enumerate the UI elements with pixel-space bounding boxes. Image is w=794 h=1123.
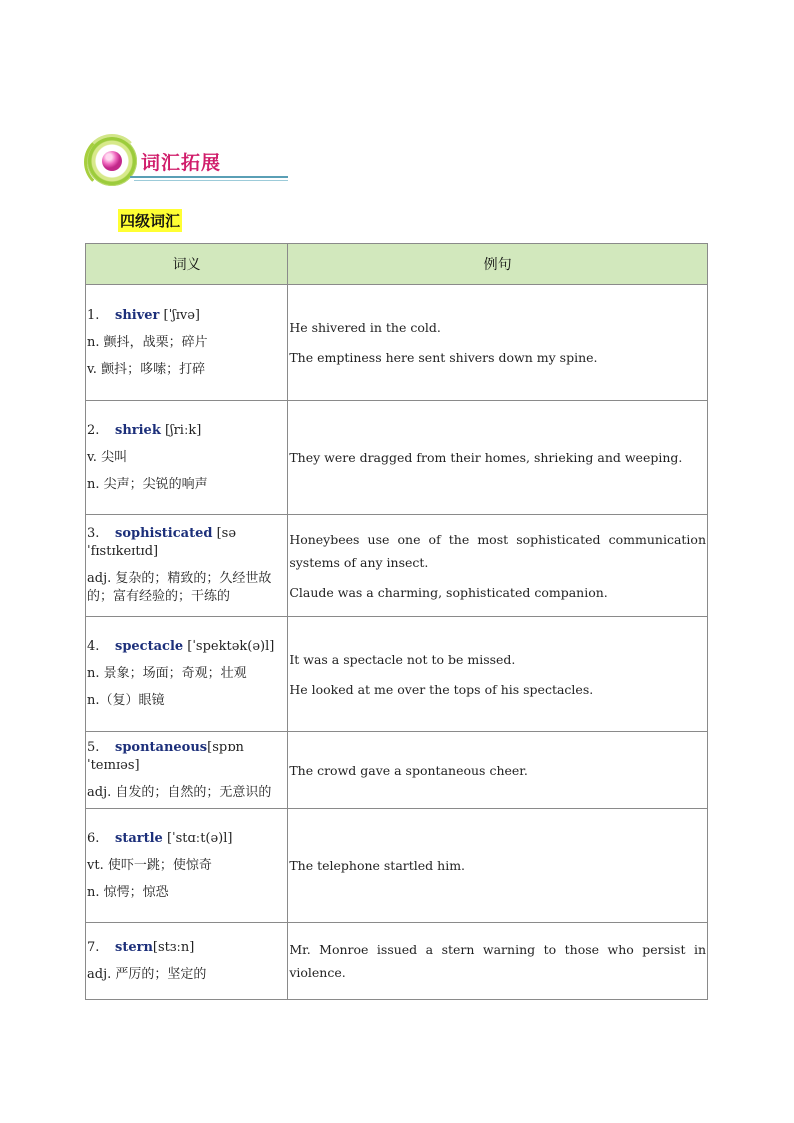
definition-text: （复）眼镜 — [99, 693, 165, 708]
part-of-speech: adj. — [87, 571, 112, 586]
example-sentence: They were dragged from their homes, shrieking and weeping. — [289, 450, 683, 465]
definition-line — [87, 665, 287, 683]
part-of-speech: n. — [87, 884, 100, 900]
part-of-speech: vt. — [87, 857, 104, 873]
section-title: 词汇拓展 — [141, 152, 222, 174]
section-header — [84, 134, 290, 190]
entry-number: 6. — [87, 830, 100, 846]
header-meaning: 词义 — [86, 244, 288, 285]
example-cell — [288, 809, 708, 923]
definition-line — [87, 361, 287, 379]
meaning-cell — [86, 617, 288, 732]
phonetic: [ˈstɑːt(ə)l] — [162, 830, 233, 846]
definition-line — [87, 449, 287, 467]
vocabulary-level-label: 四级词汇 — [118, 209, 182, 232]
word-headline — [87, 739, 287, 775]
example-sentence: He looked at me over the tops of his spectacles. — [289, 681, 594, 697]
headword: startle — [115, 830, 163, 846]
meaning-cell — [86, 809, 288, 923]
definition-text: 复杂的；精致的；久经世故的；富有经验的；干练的 — [87, 571, 272, 604]
example-sentence: Honeybees use one of the most sophisticated communication systems of any insect. — [289, 531, 706, 570]
part-of-speech: adj. — [87, 784, 112, 800]
table-body — [86, 285, 708, 1000]
meaning-cell — [86, 285, 288, 401]
word-headline — [87, 638, 287, 656]
headword: stern — [115, 939, 153, 955]
table-header-row — [86, 244, 708, 285]
example-sentence: The emptiness here sent shivers down my spine. — [289, 350, 598, 365]
entry-number: 3. — [87, 526, 100, 541]
example-cell — [288, 732, 708, 809]
definition-text: 使吓一跳；使惊奇 — [103, 857, 212, 873]
title-underline — [130, 176, 288, 178]
definition-text: 尖声；尖锐的响声 — [99, 476, 208, 492]
definition-text: 尖叫 — [96, 449, 128, 465]
meaning-cell — [86, 401, 288, 515]
definition-text: 自发的；自然的；无意识的 — [111, 784, 272, 800]
headword: sophisticated — [115, 526, 213, 541]
word-headline — [87, 307, 287, 325]
phonetic: [stɜːn] — [152, 939, 195, 955]
part-of-speech: adj. — [87, 966, 112, 982]
example-sentence: Claude was a charming, sophisticated companion. — [289, 584, 608, 600]
table-row — [86, 809, 708, 923]
example-sentence: It was a spectacle not to be missed. — [289, 651, 516, 667]
phonetic: [ˈʃɪvə] — [159, 307, 200, 323]
table-row — [86, 515, 708, 617]
part-of-speech: n. — [87, 693, 100, 708]
table-row — [86, 285, 708, 401]
vocabulary-table — [85, 243, 708, 1000]
header-example: 例句 — [288, 244, 708, 285]
table-row — [86, 401, 708, 515]
headword: shriek — [115, 422, 161, 438]
example-sentence: The telephone startled him. — [289, 858, 466, 873]
definition-line — [87, 476, 287, 494]
entry-number: 1. — [87, 307, 100, 323]
part-of-speech: n. — [87, 334, 100, 350]
word-headline — [87, 422, 287, 440]
meaning-cell — [86, 923, 288, 1000]
definition-line — [87, 884, 287, 902]
headword: spectacle — [115, 639, 184, 654]
example-cell — [288, 923, 708, 1000]
definition-text: 惊愕；惊恐 — [99, 884, 169, 900]
part-of-speech: v. — [87, 361, 97, 377]
part-of-speech: n. — [87, 476, 100, 492]
entry-number: 5. — [87, 739, 100, 755]
phonetic: [səˈfɪstɪkeɪtɪd] — [87, 526, 237, 559]
example-cell — [288, 617, 708, 732]
entry-number: 4. — [87, 639, 100, 654]
pink-ball-icon — [102, 151, 122, 171]
part-of-speech: n. — [87, 666, 100, 681]
definition-line — [87, 570, 287, 606]
entry-number: 7. — [87, 939, 100, 955]
entry-number: 2. — [87, 422, 100, 438]
headword: shiver — [115, 307, 160, 323]
definition-line — [87, 857, 287, 875]
phonetic: [ʃriːk] — [160, 422, 202, 438]
example-cell — [288, 285, 708, 401]
definition-text: 颤抖，战栗；碎片 — [99, 334, 208, 350]
example-sentence: Mr. Monroe issued a stern warning to those who persist in violence. — [289, 942, 706, 980]
title-underline-thin — [134, 180, 288, 181]
example-cell — [288, 401, 708, 515]
phonetic: [ˈspektək(ə)l] — [183, 639, 275, 654]
definition-text: 颤抖；哆嗦；打碎 — [96, 361, 206, 377]
table-row — [86, 617, 708, 732]
definition-text: 严厉的；坚定的 — [111, 966, 207, 982]
word-headline — [87, 525, 287, 561]
meaning-cell — [86, 515, 288, 617]
definition-line — [87, 692, 287, 710]
phonetic: [spɒnˈteɪnɪəs] — [87, 739, 244, 773]
word-headline — [87, 939, 287, 957]
word-headline — [87, 830, 287, 848]
definition-line — [87, 334, 287, 352]
table-row — [86, 732, 708, 809]
example-cell — [288, 515, 708, 617]
table-row — [86, 923, 708, 1000]
example-sentence: The crowd gave a spontaneous cheer. — [289, 762, 528, 778]
example-sentence: He shivered in the cold. — [289, 320, 441, 335]
definition-line — [87, 784, 287, 802]
definition-line — [87, 966, 287, 984]
definition-text: 景象；场面；奇观；壮观 — [99, 666, 247, 681]
meaning-cell — [86, 732, 288, 809]
headword: spontaneous — [115, 739, 208, 755]
part-of-speech: v. — [87, 449, 97, 465]
